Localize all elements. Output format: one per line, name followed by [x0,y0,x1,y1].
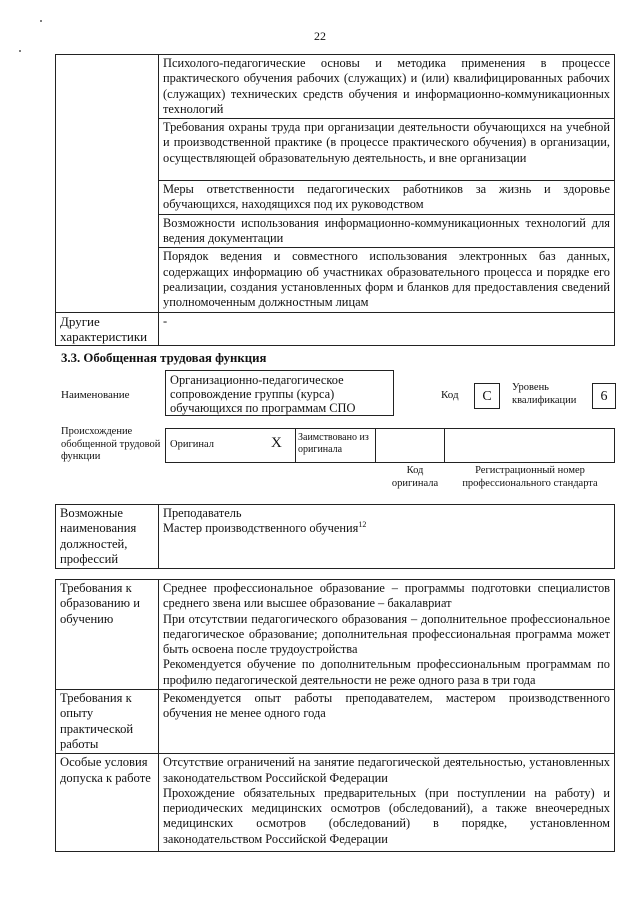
level-value: 6 [592,383,616,409]
table-row [56,312,615,346]
code-label: Код [441,389,459,401]
requirement-value: Рекомендуется опыт работы преподавателем, мастером производственного обучения не менее одного года [159,690,615,754]
requirement-label: Особые условия допуска к работе [56,754,159,852]
requirement-value: Среднее профессиональное образование – программы подготовки специалистов среднего звена или высшее образование – бакалавриат При отсутствии педагогического образования – дополнительное профессиональное педагогическое образование; дополнительная профессиональная программа может быть освоена после трудоустройства Рекомендуется обучение по дополнительным профессиональным программам по профилю педагогической деятельности не реже одного раза в три года [159,580,615,690]
origin-label: Происхождение обобщенной трудовой функции [61,426,161,462]
positions-list [159,505,615,569]
name-label: Наименование [61,389,130,401]
table-row [56,690,615,754]
knowledge-item: Психолого-педагогические основы и методика применения в процессе практического обучения рабочих (служащих) и (или) квалифицированных рабочих (служащих) технических средств обучения и информационно-коммуникационных технологий [159,55,615,119]
positions-table [55,504,615,569]
position-item: Мастер производственного обучения$^{12}$ [163,520,367,536]
section-title: 3.3. Обобщенная трудовая функция [61,351,267,365]
position-item: Преподаватель [163,506,242,520]
level-label: Уровень квалификации [512,382,577,406]
knowledge-item: Требования охраны труда при организации деятельности обучающихся на учебной и производственной практике (в процессе практического обучения) в организации, осуществляющей образовательную деятельность, и вне организации [159,119,615,181]
origin-divider [295,428,296,463]
knowledge-item: Порядок ведения и совместного использования электронных баз данных, содержащих информацию об участниках образовательного процесса и порядке его реализации, создания установленных форм и бланков для предоставления сведений уполномоченным должностным лицам [159,248,615,312]
requirement-value: Отсутствие ограничений на занятие педагогической деятельностью, установленных законодательством Российской Федерации Прохождение обязательных предварительных (при поступлении на работу) и периодических медицинских осмотров (обследований), а также внеочередных медицинских осмотров (обследований) в порядке, установленном законодательством Российской Федерации [159,754,615,852]
row-label-empty [56,55,159,313]
borrowed-label: Заимствовано из оригинала [298,432,369,455]
scan-speck [19,50,21,52]
knowledge-item: Меры ответственности педагогических работников за жизнь и здоровье обучающихся, находящихся под их руководством [159,181,615,215]
table-row [56,580,615,690]
other-characteristics-value: - [159,312,615,346]
origin-divider [444,428,445,463]
positions-label: Возможные наименования должностей, профессий [56,505,159,569]
knowledge-item: Возможности использования информационно-коммуникационных технологий для ведения документации [159,214,615,248]
page-number: 22 [314,29,326,43]
reg-number-caption: Регистрационный номер профессионального стандарта [462,465,598,489]
scan-speck [40,20,42,22]
table-row [56,55,615,119]
row-label-other: Другие характеристики [56,312,159,346]
requirements-table [55,579,615,852]
code-original-caption: Код оригинала [391,465,439,489]
origin-box [165,428,615,463]
original-mark: X [271,435,282,451]
footnote-ref: 12 [358,520,367,530]
function-name: Организационно-педагогическое сопровождение группы (курса) обучающихся по программам СПО [165,370,394,416]
requirement-label: Требования к образованию и обучению [56,580,159,690]
code-value: С [474,383,500,409]
table-row [56,754,615,852]
knowledge-table [55,54,615,346]
original-label: Оригинал [170,439,214,450]
requirement-label: Требования к опыту практической работы [56,690,159,754]
table-row [56,505,615,569]
